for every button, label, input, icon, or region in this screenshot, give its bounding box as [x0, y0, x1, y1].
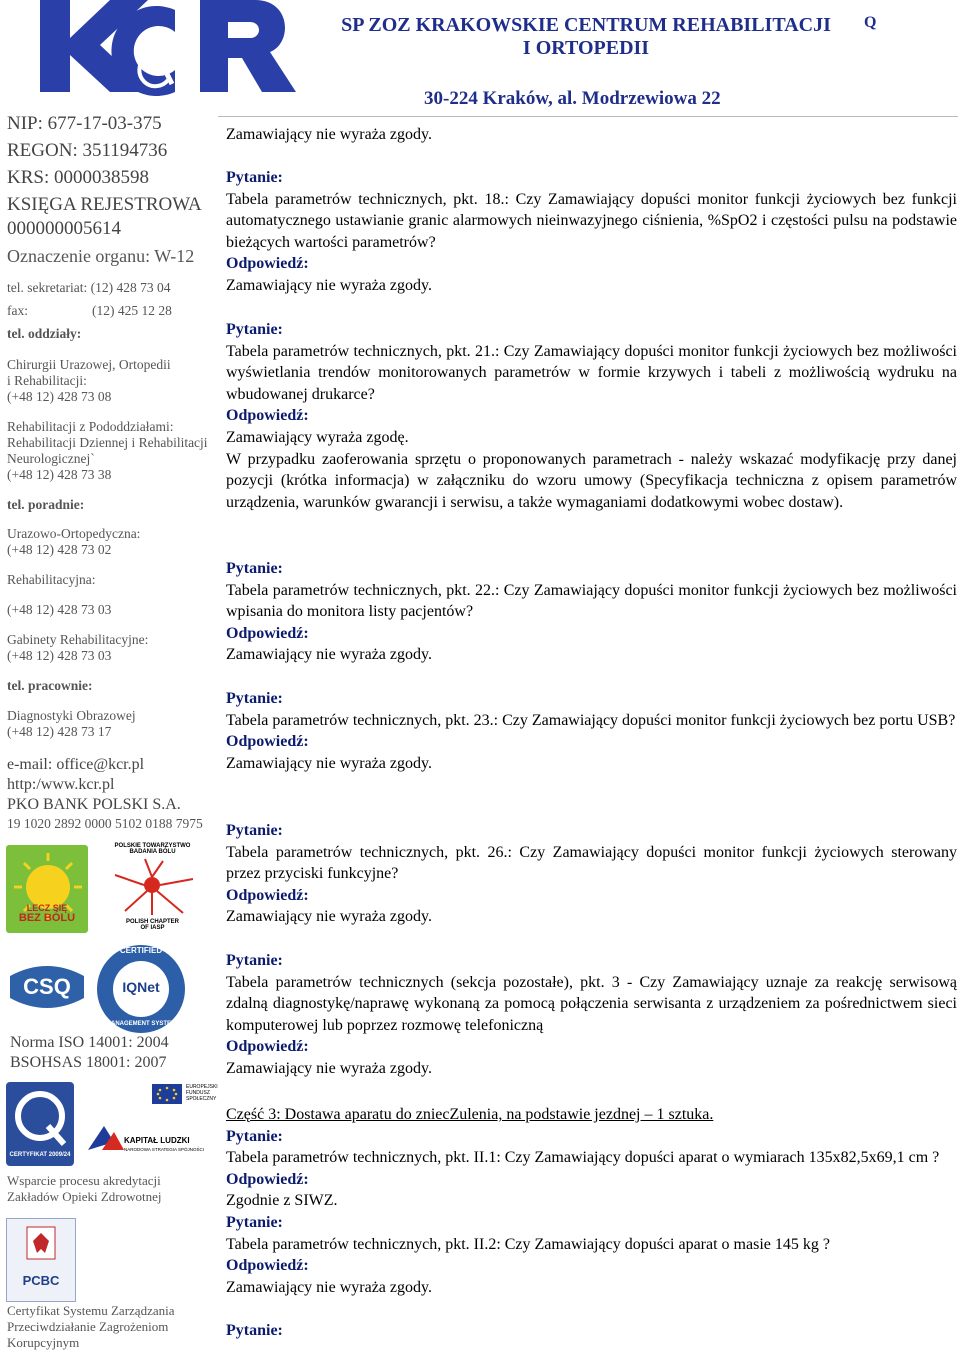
nip: NIP: 677-17-03-375 [7, 113, 162, 134]
answer-label: Odpowiedź: [226, 1038, 309, 1056]
institution-name [330, 14, 842, 60]
answer-text: Zamawiający nie wyraża zgody. [226, 754, 432, 772]
answer-text: Zamawiający nie wyraża zgody. [226, 1059, 432, 1077]
poradnie-line: (+48 12) 428 73 02 [7, 542, 112, 557]
certyfikat-q-badge [6, 1082, 74, 1166]
header-divider [218, 116, 958, 117]
qa-item-18 [226, 167, 957, 297]
qa-item-22 [226, 558, 957, 666]
qa-item-26 [226, 820, 957, 928]
oddzialy-list [7, 357, 212, 483]
answer-label: Odpowiedź: [226, 886, 309, 904]
question-text: Tabela parametrów technicznych, pkt. 23.: Czy Zamawiający dopuści monitor funkcji życiowych bez portu USB? [226, 711, 956, 729]
fax-value: (12) 425 12 28 [92, 303, 172, 318]
eu-fund-text: EUROPEJSKI FUNDUSZ SPOŁECZNY [186, 1084, 218, 1102]
poradnie-line [7, 618, 212, 632]
poradnie-list [7, 526, 212, 664]
oddzialy-line: Rehabilitacji Dziennej i Rehabilitacji [7, 435, 208, 450]
fax-row [7, 303, 212, 319]
question-label: Pytanie: [226, 1127, 283, 1145]
lecz-sie-text [6, 903, 88, 923]
institution-address: 30-224 Kraków, al. Modrzewiowa 22 [424, 88, 721, 109]
question-label: Pytanie: [226, 321, 283, 338]
answer-label: Odpowiedź: [226, 1170, 309, 1188]
csq-text: CSQ [23, 974, 71, 999]
answer-label: Odpowiedź: [226, 733, 309, 751]
answer-text: Zamawiający nie wyraża zgody. [226, 126, 432, 143]
question-label: Pytanie: [226, 560, 283, 577]
certyfikat-line3: Korupcyjnym [7, 1335, 80, 1350]
institution-name-line1: SP ZOZ KRAKOWSKIE CENTRUM REHABILITACJI [341, 14, 831, 36]
ptbb-line2: BADANIA BÓLU [129, 849, 176, 855]
pracownie-line: Diagnostyki Obrazowej [7, 708, 136, 723]
question-text: Tabela parametrów technicznych, pkt. 22.: Czy Zamawiający dopuści monitor funkcji życiowych bez możliwości wpisania do monitora listy pacjentów? [226, 581, 957, 621]
kcr-logo [0, 0, 300, 105]
question-label: Pytanie: [226, 822, 283, 839]
oddzialy-line: (+48 12) 428 73 08 [7, 389, 112, 404]
poradnie-line: (+48 12) 428 73 03 [7, 602, 112, 617]
oznaczenie-organu: Oznaczenie organu: W-12 [7, 246, 195, 266]
bank-name: PKO BANK POLSKI S.A. [7, 796, 181, 813]
poradnie-line: Gabinety Rehabilitacyjne: [7, 632, 149, 647]
certyfikat-text: CERTYFIKAT 2009/24 [9, 1152, 71, 1158]
ksiega-number: 000000005614 [7, 218, 121, 239]
answer-prev [226, 124, 957, 146]
question-text: Tabela parametrów technicznych, pkt. 21.: Czy Zamawiający dopuści monitor funkcji życiowych bez możliwości wyświetlania trendów monitorowanych parametrów w formie krzywych i tabeli z możliwością wydruku na wbudowanej drukarce? [226, 342, 957, 403]
akredytacja-line2: Zakładów Opieki Zdrowotnej [7, 1189, 162, 1204]
question-text: Tabela parametrów technicznych, pkt. II.2: Czy Zamawiający dopuści aparat o masie 145 kg ? [226, 1235, 830, 1253]
poradnie-line: (+48 12) 428 73 03 [7, 648, 112, 663]
oddzialy-line [7, 405, 212, 419]
institution-name-line2: I ORTOPEDII [522, 37, 650, 59]
part-3-section [226, 1104, 957, 1342]
kapital-ludzki-sub: NARODOWA STRATEGIA SPÓJNOŚCI [124, 1147, 205, 1152]
norma-iso: Norma ISO 14001: 2004 [10, 1034, 169, 1051]
iqnet-ring-bottom: MANAGEMENT SYSTEM [105, 1021, 176, 1027]
quality-mark-icon: Q [864, 14, 877, 31]
bank-account: 19 1020 2892 0000 5102 0188 7975 [7, 816, 203, 831]
akredytacja-block [7, 1173, 212, 1205]
akredytacja-line1: Wsparcie procesu akredytacji [7, 1173, 161, 1188]
email-link[interactable]: e-mail: office@kcr.pl [7, 756, 145, 773]
kapital-ludzki-text: KAPITAŁ LUDZKI [124, 1136, 190, 1145]
lecz-sie-line2: BEZ BÓLU [18, 912, 76, 924]
spacer [226, 1298, 957, 1320]
answer-text: Zamawiający nie wyraża zgody. [226, 1278, 432, 1296]
norma-block [10, 1033, 215, 1073]
oddzialy-line: Chirurgii Urazowej, Ortopedii [7, 357, 171, 372]
question-label: Pytanie: [226, 952, 283, 969]
norma-bsohsas: BSOHSAS 18001: 2007 [10, 1054, 167, 1071]
tel-pracownie-label: tel. pracownie: [7, 678, 93, 693]
fax-label: fax: [7, 303, 28, 318]
ptbb-line4: OF IASP [140, 925, 165, 931]
tel-poradnie-label: tel. poradnie: [7, 497, 85, 512]
answer-label: Odpowiedź: [226, 624, 309, 642]
answer-note: W przypadku zaoferowania sprzętu o proponowanych parametrach - należy wskazać modyfikację przy danej pozycji (krótka informacja) w załączniku do wzoru umowy (Specyfikacja techniczna z opisem parametrów urządzenia, warunków gwarancji i serwisu, a także wymaganiami dodatkowymi wobec dostaw). [226, 450, 957, 511]
answer-text: Zgodnie z SIWZ. [226, 1192, 338, 1210]
tel-sekretariat: tel. sekretariat: (12) 428 73 04 [7, 280, 171, 295]
part-3-title: Część 3: Dostawa aparatu do zniecZulenia, na podstawie jezdnej – 1 sztuka. [226, 1106, 714, 1123]
pracownie-list [7, 708, 212, 740]
question-text: Tabela parametrów technicznych, pkt. II.1: Czy Zamawiający dopuści aparat o wymiarach 135x82,5x69,1 cm ? [226, 1149, 940, 1167]
certyfikat-block [7, 1303, 212, 1351]
certyfikat-line2: Przeciwdziałanie Zagrożeniom [7, 1319, 169, 1334]
certyfikat-line1: Certyfikat Systemu Zarządzania [7, 1303, 175, 1318]
oddzialy-line: Neurologicznej` [7, 451, 95, 466]
contact-block [7, 755, 212, 815]
answer-text: Zamawiający wyraża zgodę. [226, 428, 409, 446]
website-link[interactable]: http:/www.kcr.pl [7, 776, 115, 793]
ptbb-line1: POLSKIE TOWARZYSTWO [114, 843, 191, 849]
answer-label: Odpowiedź: [226, 407, 309, 425]
eagle-emblem-icon [7, 1219, 75, 1279]
oddzialy-line: (+48 12) 428 73 38 [7, 467, 112, 482]
iqnet-badge [95, 943, 187, 1035]
iqnet-ring-top: CERTIFIED [119, 946, 163, 955]
poradnie-line: Urazowo-Ortopedyczna: [7, 526, 141, 541]
letterhead-sidebar [0, 0, 218, 1367]
question-label: Pytanie: [226, 690, 283, 707]
poradnie-line: Rehabilitacyjna: [7, 572, 96, 587]
lecz-sie-line1: LECZ SIĘ [26, 903, 68, 913]
qa-item-21 [226, 319, 957, 513]
answer-label: Odpowiedź: [226, 1257, 309, 1275]
question-label: Pytanie: [226, 1213, 283, 1231]
pracownie-line: (+48 12) 428 73 17 [7, 724, 112, 739]
eu-funds-badge [84, 1082, 218, 1162]
question-label: Pytanie: [226, 169, 283, 186]
ptbb-badge [105, 843, 200, 935]
q-quality-icon [6, 1082, 74, 1152]
question-text: Tabela parametrów technicznych, pkt. 26.: Czy Zamawiający dopuści monitor funkcji życiowych sterowany przez przyciski funkcyjne? [226, 843, 957, 883]
pcbc-text: PCBC [22, 1273, 60, 1288]
question-text: Tabela parametrów technicznych (sekcja pozostałe), pkt. 3 - Czy Zamawiający uznaje za reakcję serwisową zdalną diagnostykę/naprawę wykonaną za pomocą połączenia serwisanta z urządzeniem za pośrednictwem sieci komputerowej lub poprzez rozmowę telefoniczną [226, 973, 957, 1034]
question-label: Pytanie: [226, 1322, 283, 1340]
qa-item-pozostale-3 [226, 950, 957, 1080]
neuron-icon [105, 855, 200, 917]
krs: KRS: 0000038598 [7, 167, 149, 188]
tel-oddzialy-label: tel. oddziały: [7, 326, 82, 341]
poradnie-line [7, 558, 212, 572]
answer-label: Odpowiedź: [226, 255, 309, 273]
pcbc-badge [6, 1218, 76, 1302]
answer-text: Zamawiający nie wyraża zgody. [226, 646, 432, 664]
poradnie-line [7, 588, 212, 602]
answer-text: Zamawiający nie wyraża zgody. [226, 276, 432, 294]
qa-item-23 [226, 688, 957, 774]
oddzialy-line: Rehabilitacji z Pododdziałami: [7, 419, 174, 434]
lecz-sie-bez-bolu-badge [6, 845, 88, 933]
ksiega-rejestrowa: KSIĘGA REJESTROWA [7, 194, 202, 215]
oddzialy-line: i Rehabilitacji: [7, 373, 87, 388]
csq-badge [6, 946, 88, 1028]
answer-text: Zamawiający nie wyraża zgody. [226, 908, 432, 926]
question-text: Tabela parametrów technicznych, pkt. 18.: Czy Zamawiający dopuści monitor funkcji życiowych bez funkcji automatycznego ustawianie granic alarmowych nieinwazyjnego ciśnienia, %SpO2 i częstości pulsu na podstawie bieżących wartości parametrów? [226, 190, 957, 251]
ptbb-line3: POLISH CHAPTER [125, 919, 179, 925]
iqnet-text: IQNet [122, 979, 160, 995]
regon: REGON: 351194736 [7, 140, 168, 161]
